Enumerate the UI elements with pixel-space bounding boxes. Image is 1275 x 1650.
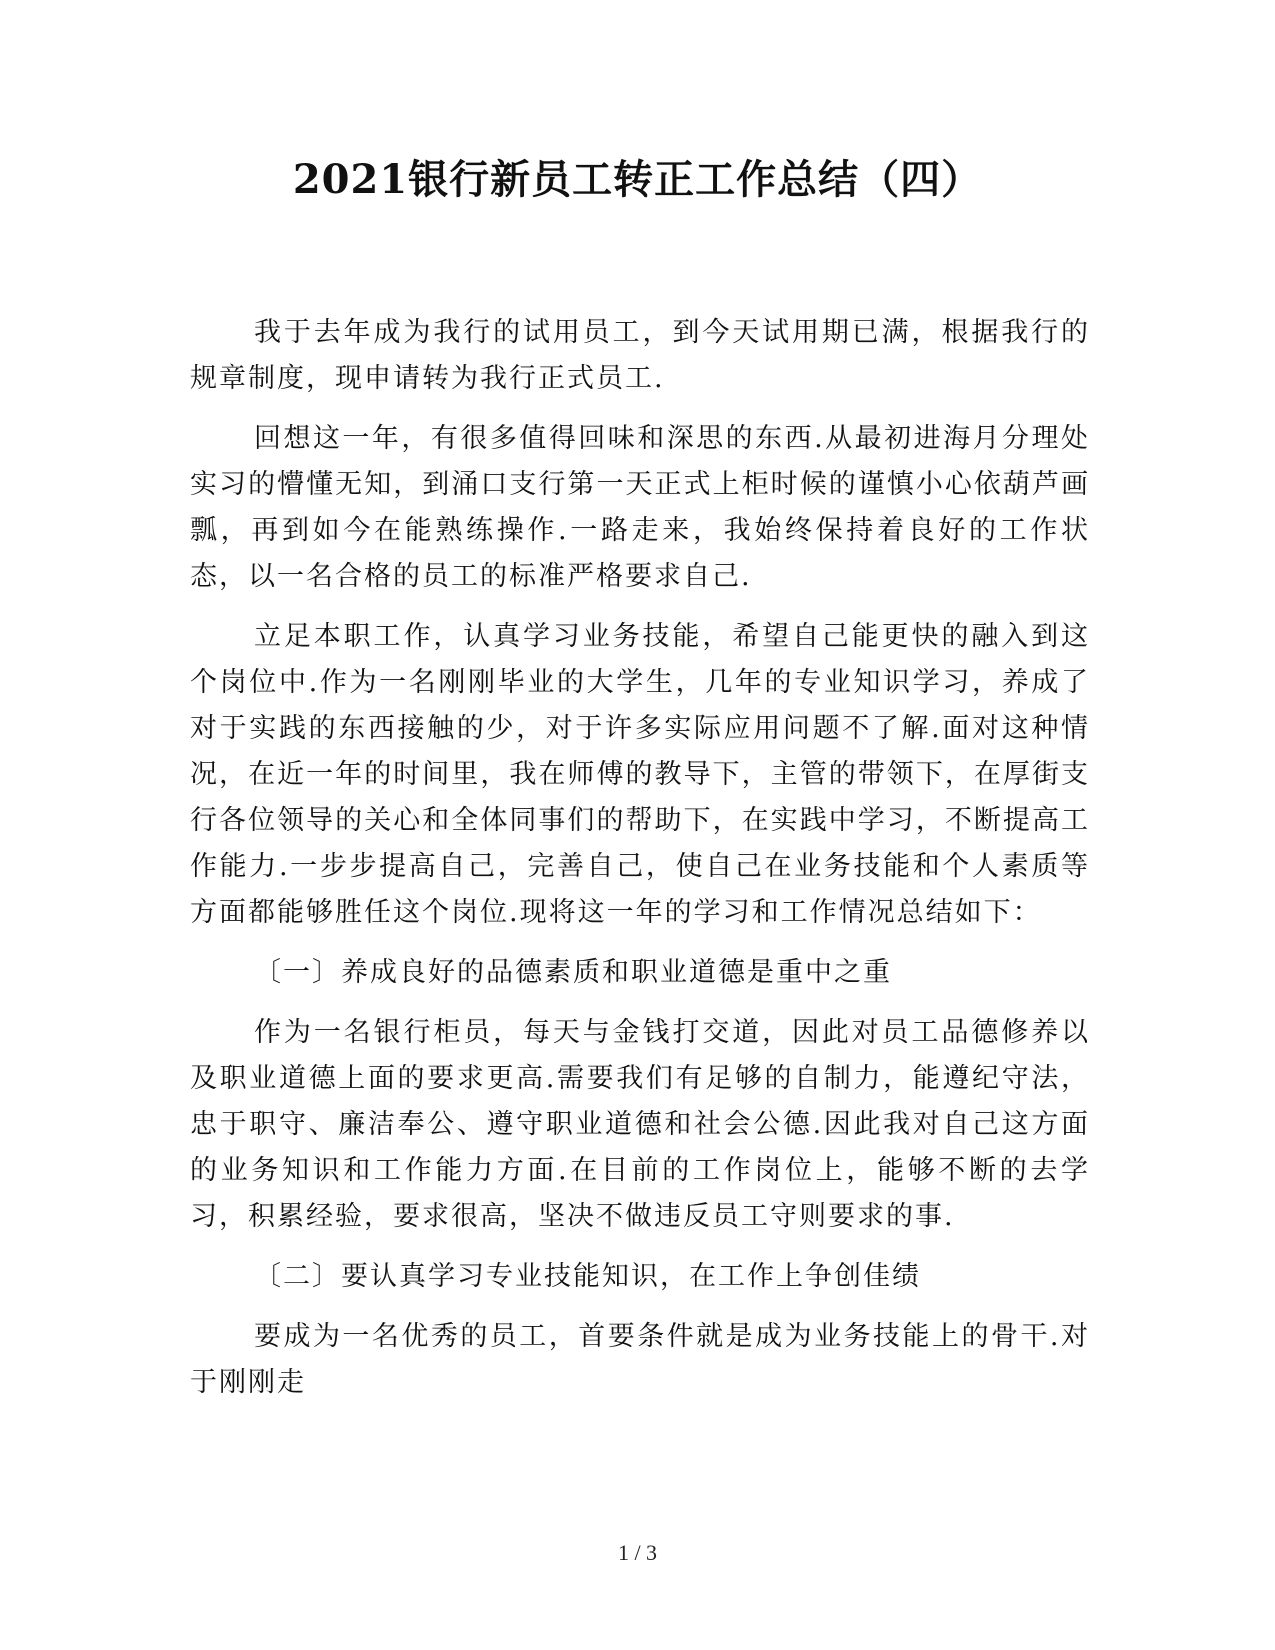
paragraph-skills: 要成为一名优秀的员工，首要条件就是成为业务技能上的骨干.对于刚刚走 — [190, 1321, 1090, 1398]
document-body — [190, 310, 1090, 1420]
paragraph-ethics: 作为一名银行柜员，每天与金钱打交道，因此对员工品德修养以及职业道德上面的要求更高.需要我们有足够的自制力，能遵纪守法，忠于职守、廉洁奉公、遵守职业道德和社会公德.因此我对自己这方面的业务知识和工作能力方面.在目前的工作岗位上，能够不断的去学习，积累经验，要求很高，坚决不做违反员工守则要求的事. — [190, 1017, 1090, 1232]
paragraph-reflection: 回想这一年，有很多值得回味和深思的东西.从最初进海月分理处实习的懵懂无知，到涌口支行第一天正式上柜时候的谨慎小心依葫芦画瓢，再到如今在能熟练操作.一路走来，我始终保持着良好的工作状态，以一名合格的员工的标准严格要求自己. — [190, 423, 1090, 592]
page-number: 1 / 3 — [617, 1540, 658, 1565]
section-heading-2: 〔二〕要认真学习专业技能知识，在工作上争创佳绩 — [254, 1261, 921, 1292]
paragraph-intro: 我于去年成为我行的试用员工，到今天试用期已满，根据我行的规章制度，现申请转为我行正式员工. — [190, 317, 1090, 394]
paragraph-work-summary: 立足本职工作，认真学习业务技能，希望自己能更快的融入到这个岗位中.作为一名刚刚毕业的大学生，几年的专业知识学习，养成了对于实践的东西接触的少，对于许多实际应用问题不了解.面对这种情况，在近一年的时间里，我在师傅的教导下，主管的带领下，在厚街支行各位领导的关心和全体同事们的帮助下，在实践中学习，不断提高工作能力.一步步提高自己，完善自己，使自己在业务技能和个人素质等方面都能够胜任这个岗位.现将这一年的学习和工作情况总结如下： — [190, 621, 1090, 928]
section-heading-1: 〔一〕养成良好的品德素质和职业道德是重中之重 — [254, 957, 892, 988]
document-title: 2021银行新员工转正工作总结（四） — [292, 156, 983, 203]
